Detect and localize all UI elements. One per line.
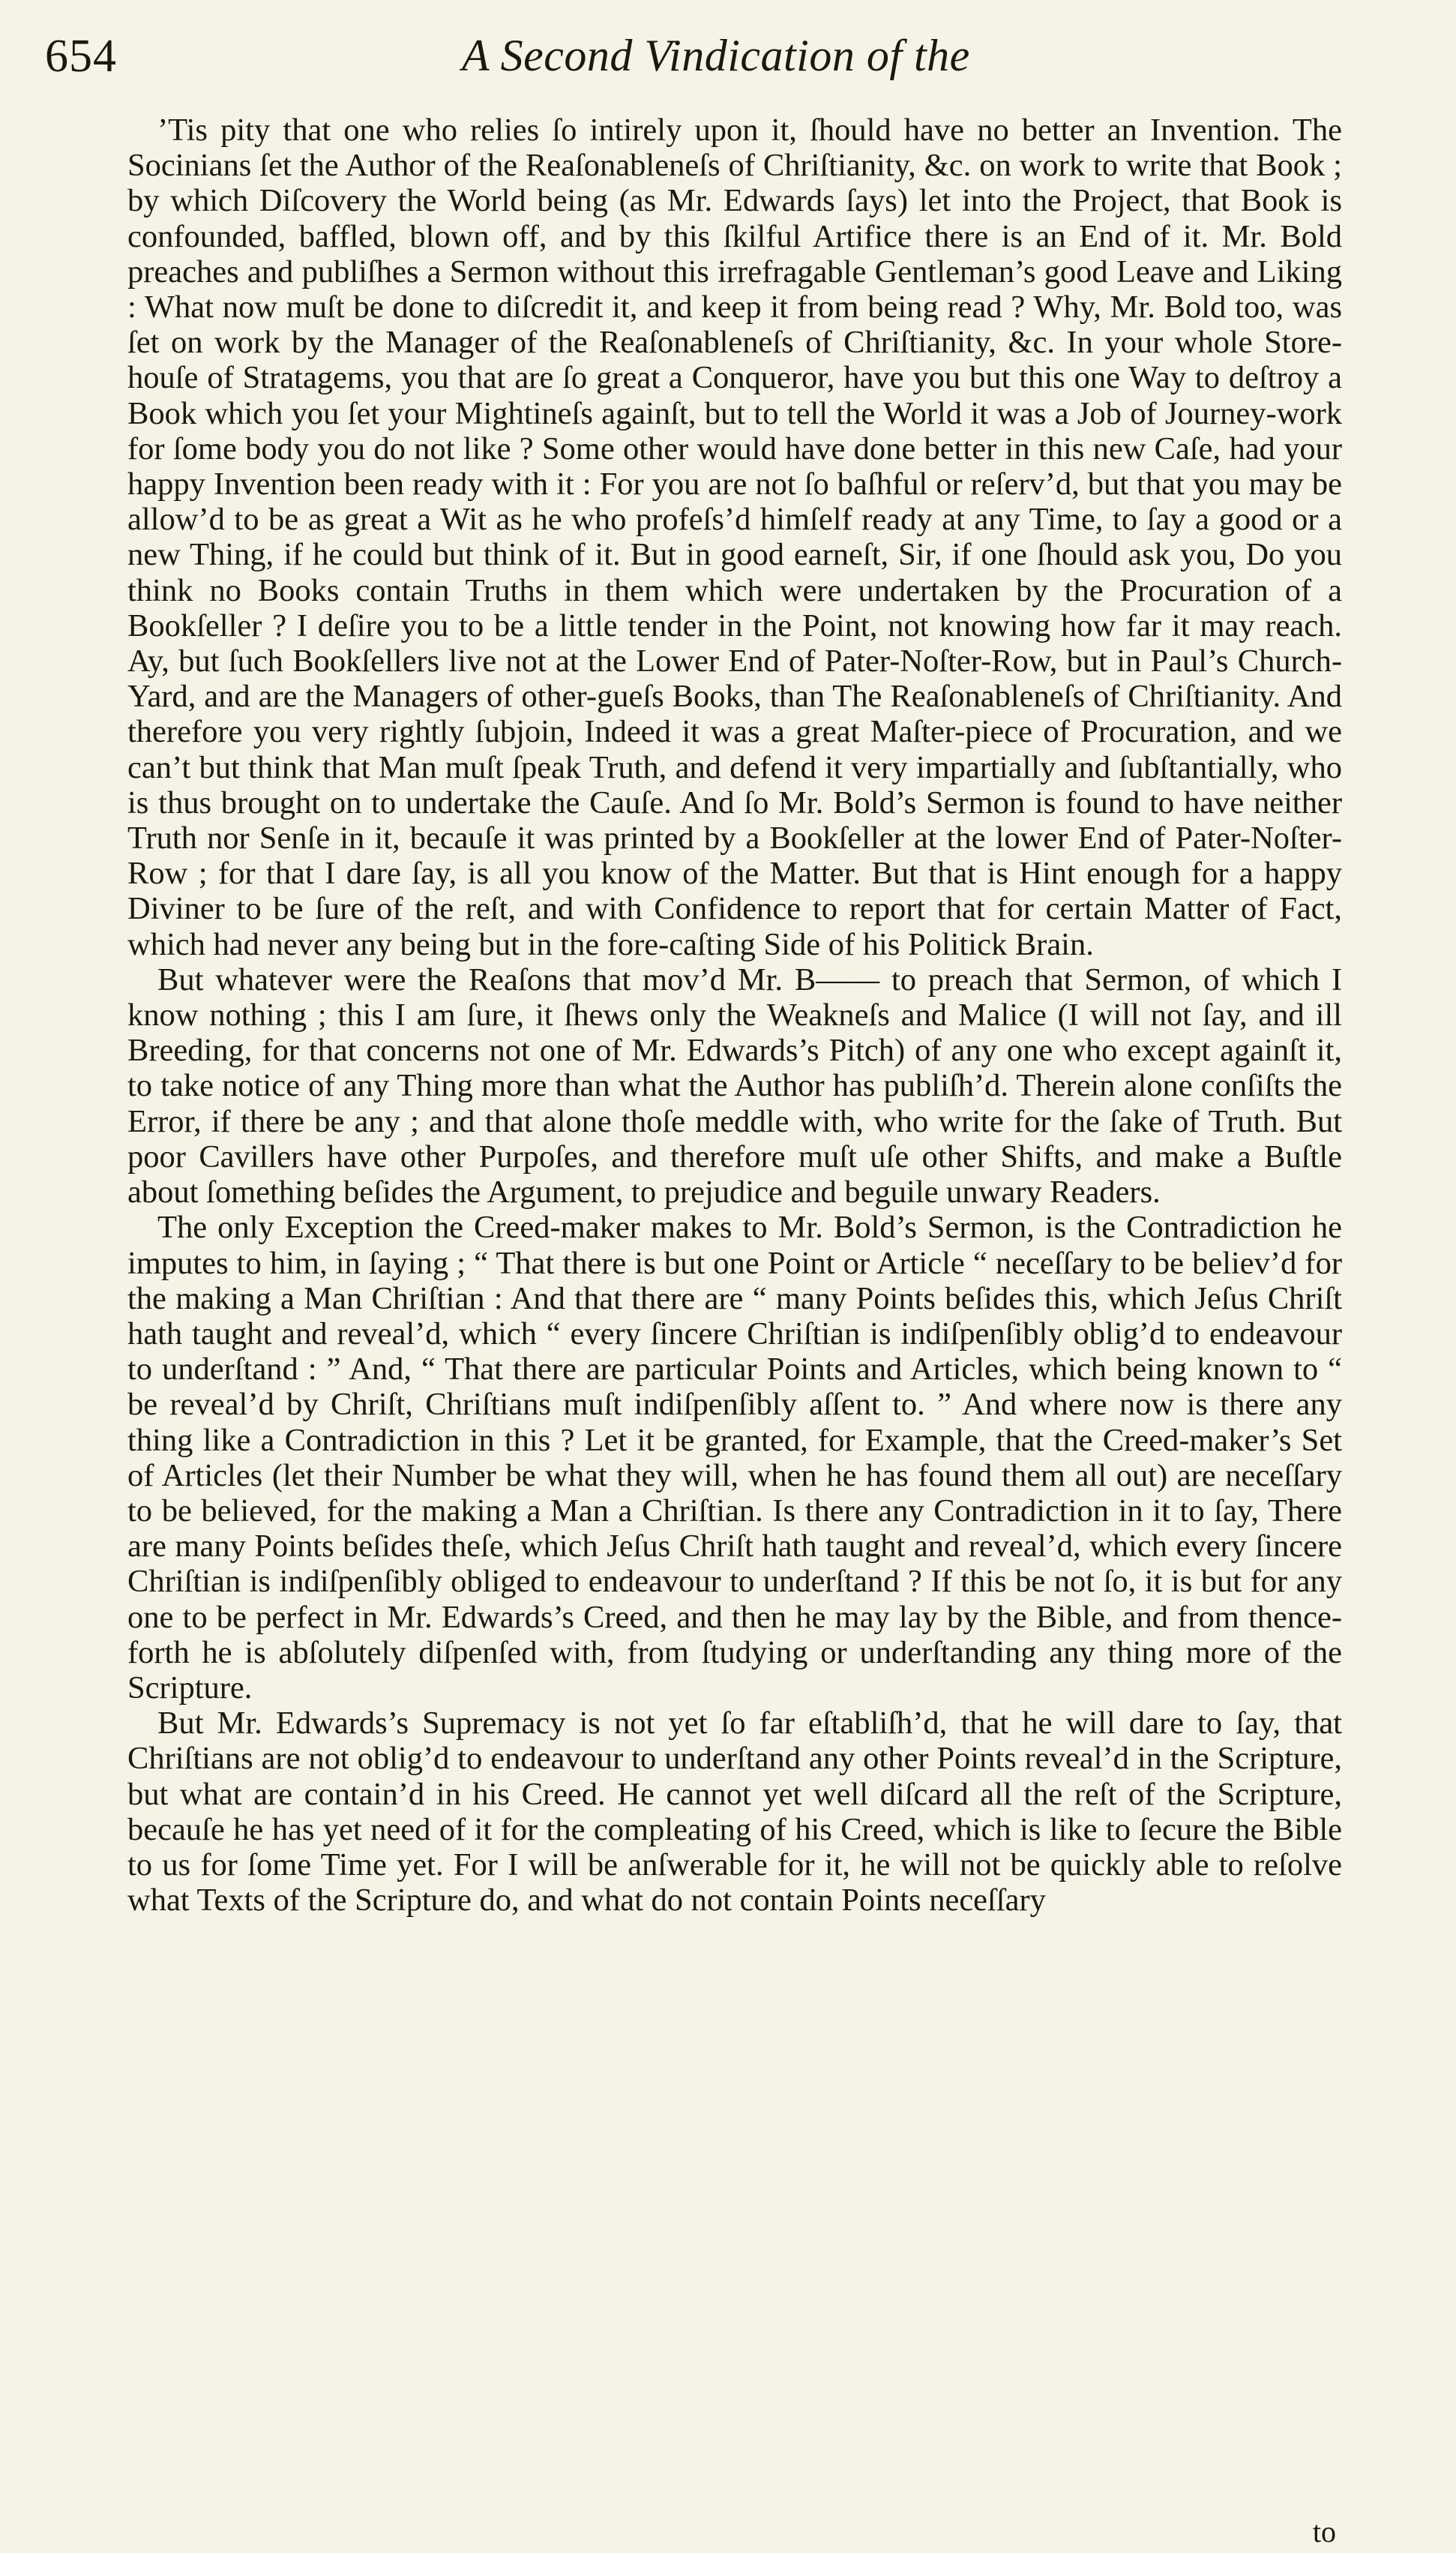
- paragraph: ’Tis pity that one who relies ſo intirely upon it, ſhould have no better an Invention. The Socinians ſet the Author of the Reaſonableneſs of Chriſtianity, &c. on work to write that Book ; by which Diſcovery the World being (as Mr. Edwards ſays) let into the Project, that Book is confounded, baffled, blown off, and by this ſkilful Artifice there is an End of it. Mr. Bold preaches and publiſhes a Sermon without this irrefragable Gentleman’s good Leave and Liking : What now muſt be done to diſcredit it, and keep it from being read ? Why, Mr. Bold too, was ſet on work by the Manager of the Reaſonableneſs of Chriſtianity, &c. In your whole Store-houſe of Stratagems, you that are ſo great a Conqueror, have you but this one Way to deſtroy a Book which you ſet your Mightineſs againſt, but to tell the World it was a Job of Journey-work for ſome body you do not like ? Some other would have done better in this new Caſe, had your happy Invention been ready with it : For you are not ſo baſhful or reſerv’d, but that you may be allow’d to be as great a Wit as he who profeſs’d himſelf ready at any Time, to ſay a good or a new Thing, if he could but think of it. But in good earneſt, Sir, if one ſhould ask you, Do you think no Books contain Truths in them which were undertaken by the Procuration of a Bookſeller ? I deſire you to be a little tender in the Point, not knowing how far it may reach. Ay, but ſuch Bookſellers live not at the Lower End of Pater-Noſter-Row, but in Paul’s Church-Yard, and are the Managers of other-gueſs Books, than The Reaſonableneſs of Chriſtianity. And therefore you very rightly ſubjoin, Indeed it was a great Maſter-piece of Procuration, and we can’t but think that Man muſt ſpeak Truth, and defend it very impartially and ſubſtantially, who is thus brought on to undertake the Cauſe. And ſo Mr. Bold’s Sermon is found to have neither Truth nor Senſe in it, becauſe it was printed by a Bookſeller at the lower End of Pater-Noſter-Row ; for that I dare ſay, is all you know of the Matter. But that is Hint enough for a happy Diviner to be ſure of the reſt, and with Confidence to report that for certain Matter of Fact, which had never any being but in the fore-caſting Side of his Politick Brain.: [127, 112, 1342, 962]
- page-number: 654: [45, 31, 117, 82]
- catchword: to: [1312, 2515, 1336, 2548]
- page-header: [42, 21, 1411, 104]
- paragraph: The only Exception the Creed-maker makes to Mr. Bold’s Sermon, is the Contradiction he imputes to him, in ſaying ; “ That there is but one Point or Article “ neceſſary to be believ’d for the making a Man Chriſtian : And that there are “ many Points beſides this, which Jeſus Chriſt hath taught and reveal’d, which “ every ſincere Chriſtian is indiſpenſibly oblig’d to endeavour to underſtand : ” And, “ That there are particular Points and Articles, which being known to “ be reveal’d by Chriſt, Chriſtians muſt indiſpenſibly aſſent to. ” And where now is there any thing like a Contradiction in this ? Let it be granted, for Example, that the Creed-maker’s Set of Articles (let their Number be what they will, when he has found them all out) are neceſſary to be believed, for the making a Man a Chriſtian. Is there any Contradiction in it to ſay, There are many Points beſides theſe, which Jeſus Chriſt hath taught and reveal’d, which every ſincere Chriſtian is indiſpenſibly obliged to endeavour to underſtand ? If this be not ſo, it is but for any one to be perfect in Mr. Edwards’s Creed, and then he may lay by the Bible, and from thence-forth he is abſolutely diſpenſed with, from ſtudying or underſtanding any thing more of the Scripture.: [127, 1210, 1342, 1706]
- body-text: [127, 112, 1342, 1918]
- paragraph: But Mr. Edwards’s Supremacy is not yet ſo far eſtabliſh’d, that he will dare to ſay, that Chriſtians are not oblig’d to endeavour to underſtand any other Points reveal’d in the Scripture, but what are contain’d in his Creed. He cannot yet well diſcard all the reſt of the Scripture, becauſe he has yet need of it for the compleating of his Creed, which is like to ſecure the Bible to us for ſome Time yet. For I will be anſwerable for it, he will not be quickly able to reſolve what Texts of the Scripture do, and what do not contain Points neceſſary: [127, 1706, 1342, 1918]
- running-head: A Second Vindication of the: [462, 31, 970, 80]
- paragraph: But whatever were the Reaſons that mov’d Mr. B—— to preach that Sermon, of which I know nothing ; this I am ſure, it ſhews only the Weakneſs and Malice (I will not ſay, and ill Breeding, for that concerns not one of Mr. Edwards’s Pitch) of any one who except againſt it, to take notice of any Thing more than what the Author has publiſh’d. Therein alone conſiſts the Error, if there be any ; and that alone thoſe meddle with, who write for the ſake of Truth. But poor Cavillers have other Purpoſes, and therefore muſt uſe other Shifts, and make a Buſtle about ſomething beſides the Argument, to prejudice and beguile unwary Readers.: [127, 962, 1342, 1210]
